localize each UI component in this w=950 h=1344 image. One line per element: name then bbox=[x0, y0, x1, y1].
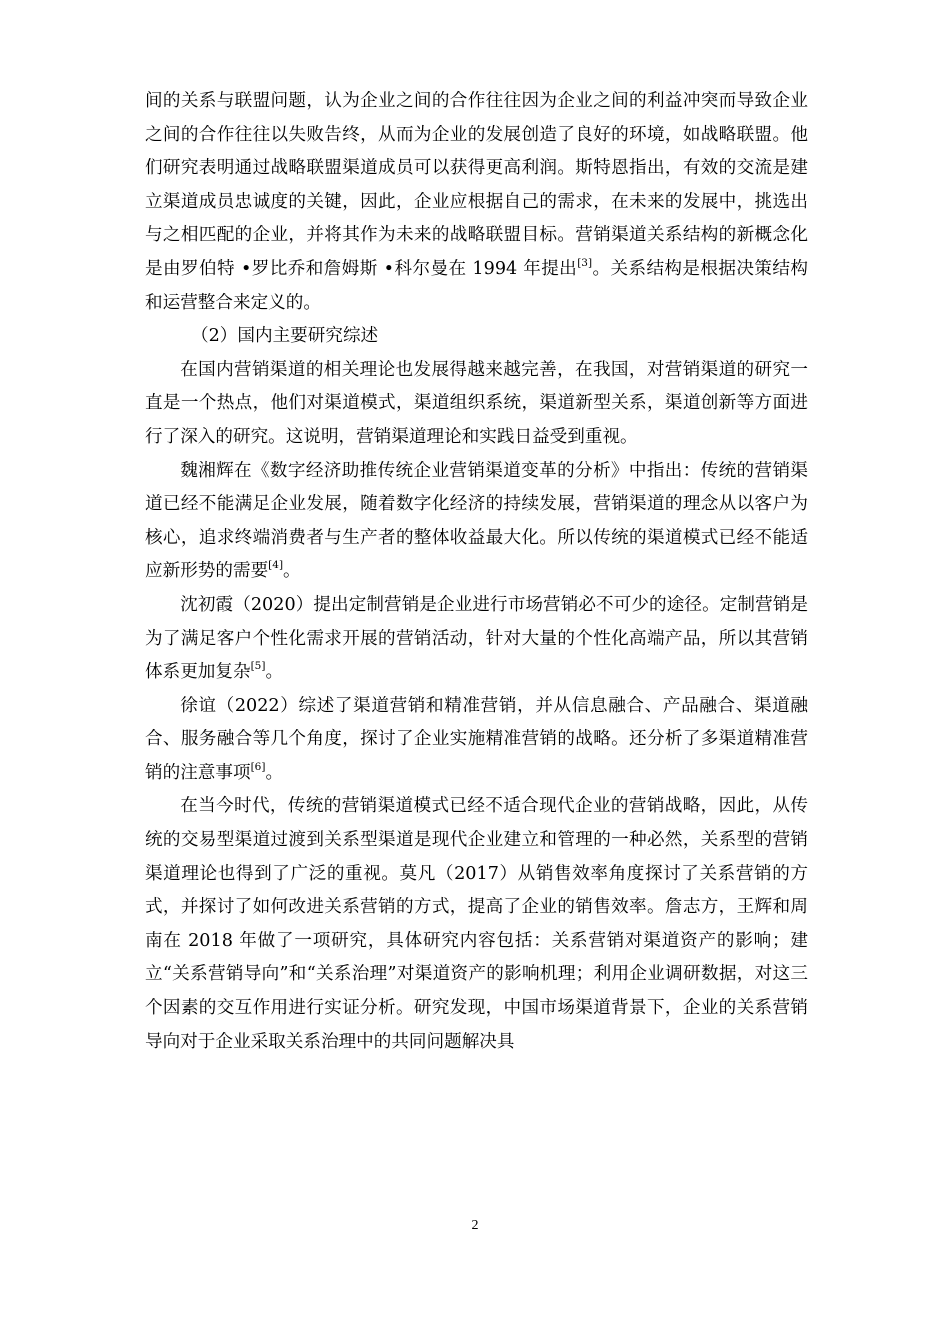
citation-6: [6] bbox=[250, 761, 266, 773]
section-heading-domestic-research: （2）国内主要研究综述 bbox=[191, 326, 379, 347]
page-number: 2 bbox=[471, 1218, 479, 1233]
citation-3: [3] bbox=[577, 257, 593, 270]
paragraph-xu-yi: 徐谊（2022）综述了渠道营销和精准营销，并从信息融合、产品融合、渠道融合、服务融合等几个角度，探讨了企业实施精准营销的战略。还分析了多渠道精准营销的注意事项[6]。 bbox=[145, 695, 808, 783]
paragraph-shen-chuxia: 沈初霞（2020）提出定制营销是企业进行市场营销必不可少的途径。定制营销是为了满足客户个性化需求开展的营销活动，针对大量的个性化高端产品，所以其营销体系更加复杂[5]。 bbox=[145, 594, 808, 683]
citation-4: [4] bbox=[268, 559, 284, 572]
paragraph-relationship-marketing: 在当今时代，传统的营销渠道模式已经不适合现代企业的营销战略，因此，从传统的交易型渠道过渡到关系型渠道是现代企业建立和管理的一种必然，关系型的营销渠道理论也得到了广泛的重视。莫凡（2017）从销售效率角度探讨了关系营销的方式，并探讨了如何改进关系营销的方式，提高了企业的销售效率。詹志方，王辉和周南在 2018 年做了一项研究，具体研究内容包括：关系营销对渠道资产的影响；建立“关系营销导向”和“关系治理”对渠道资产的影响机理；利用企业调研数据，对这三个因素的交互作用进行实证分析。研究发现，中国市场渠道背景下，企业的关系营销导向对于企业采取关系治理中的共同问题解决具 bbox=[145, 796, 808, 1052]
citation-5: [5] bbox=[250, 660, 266, 673]
paragraph-wei-xianghui: 魏湘辉在《数字经济助推传统企业营销渠道变革的分析》中指出：传统的营销渠道已经不能满足企业发展，随着数字化经济的持续发展，营销渠道的理念从以客户为核心，追求终端消费者与生产者的整体收益最大化。所以传统的渠道模式已经不能适应新形势的需要[4]。 bbox=[145, 460, 808, 582]
paragraph-domestic-theory: 在国内营销渠道的相关理论也发展得越来越完善，在我国，对营销渠道的研究一直是一个热点，他们对渠道模式，渠道组织系统，渠道新型关系，渠道创新等方面进行了深入的研究。这说明，营销渠道理论和实践日益受到重视。 bbox=[145, 359, 808, 447]
document-body bbox=[145, 85, 808, 1059]
paragraph-continuation: 间的关系与联盟问题，认为企业之间的合作往往因为企业之间的利益冲突而导致企业之间的合作往往以失败告终，从而为企业的发展创造了良好的环境，如战略联盟。他们研究表明通过战略联盟渠道成员可以获得更高利润。斯特恩指出，有效的交流是建立渠道成员忠诚度的关键，因此，企业应根据自己的需求，在未来的发展中，挑选出与之相匹配的企业，并将其作为未来的战略联盟目标。营销渠道关系结构的新概念化是由罗伯特 •罗比乔和詹姆斯 •科尔曼在 1994 年提出[3]。关系结构是根据决策结构和运营整合来定义的。 bbox=[145, 91, 808, 313]
